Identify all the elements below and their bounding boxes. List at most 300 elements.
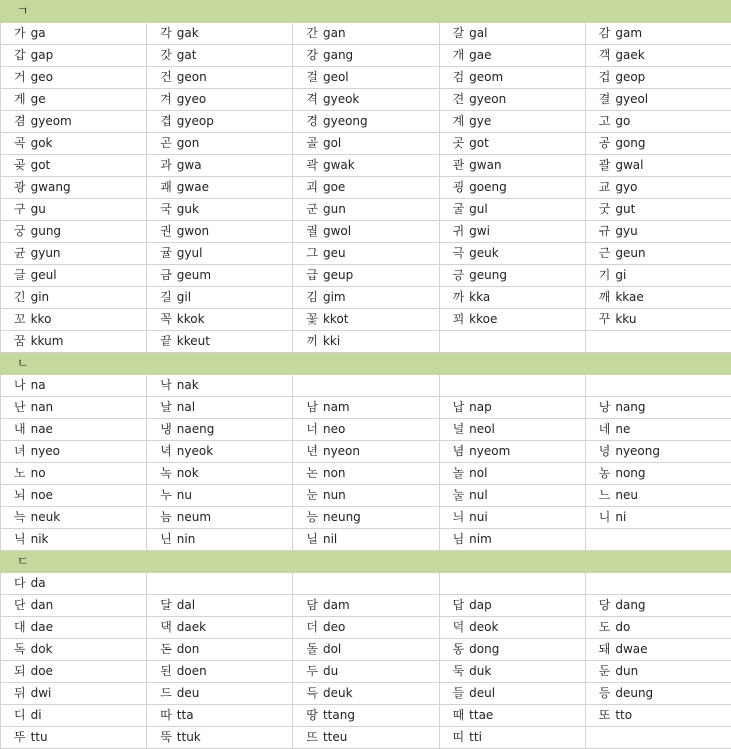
table-cell (1, 133, 147, 155)
table-cell (147, 507, 293, 529)
romanization: dong (469, 642, 500, 656)
table-cell (585, 463, 731, 485)
hangul-syllable: 난 (14, 400, 26, 414)
hangul-syllable: 기 (598, 268, 611, 282)
romanization: doen (176, 664, 207, 678)
romanization: nang (615, 400, 646, 414)
table-cell (293, 617, 439, 639)
table-cell (439, 639, 585, 661)
table-cell (293, 573, 439, 595)
table-cell (147, 617, 293, 639)
table-cell (439, 441, 585, 463)
table-cell (439, 375, 585, 397)
romanization: geum (176, 268, 212, 282)
table-cell (585, 485, 731, 507)
table-cell (147, 441, 293, 463)
hangul-syllable: 굉 (452, 180, 465, 194)
romanization: kkae (615, 290, 644, 304)
romanization: ga (30, 26, 46, 40)
table-cell (293, 419, 439, 441)
table-cell (1, 199, 147, 221)
table-cell (439, 23, 585, 45)
romanization: ne (615, 422, 631, 436)
table-cell (147, 485, 293, 507)
romanization: dol (322, 642, 342, 656)
section-header: ㄱ (1, 1, 731, 23)
table-row (1, 661, 731, 683)
section-header: ㄷ (1, 551, 731, 573)
romanization: nul (469, 488, 488, 502)
hangul-syllable: 도 (598, 620, 611, 634)
romanization: nim (469, 532, 492, 546)
hangul-syllable: 과 (160, 158, 172, 172)
hangul-syllable: 녀 (14, 444, 26, 458)
table-row (1, 727, 731, 749)
hangul-syllable: 공 (598, 136, 611, 150)
hangul-syllable: 깨 (598, 290, 611, 304)
romanization: nyeom (469, 444, 511, 458)
table-cell (147, 309, 293, 331)
hangul-syllable: 등 (598, 686, 611, 700)
romanization: nam (322, 400, 350, 414)
hangul-syllable: 덕 (452, 620, 465, 634)
romanization: gwak (322, 158, 355, 172)
romanization: gyun (30, 246, 61, 260)
table-cell (585, 397, 731, 419)
table-row (1, 199, 731, 221)
romanization: gi (615, 268, 627, 282)
table-cell (1, 177, 147, 199)
table-cell (439, 287, 585, 309)
romanization: neum (176, 510, 212, 524)
hangul-syllable: 드 (160, 686, 172, 700)
hangul-syllable: 둔 (598, 664, 611, 678)
table-cell (147, 133, 293, 155)
table-cell (585, 221, 731, 243)
table-row (1, 529, 731, 551)
hangul-syllable: 또 (598, 708, 611, 722)
hangul-syllable: 녹 (160, 466, 172, 480)
table-cell (585, 177, 731, 199)
table-cell (1, 727, 147, 749)
romanization: kkoe (469, 312, 498, 326)
hangul-syllable: 건 (160, 70, 172, 84)
romanization: neo (322, 422, 346, 436)
romanization: gwi (469, 224, 490, 238)
hangul-syllable: 굴 (452, 202, 465, 216)
table-cell (585, 375, 731, 397)
hangul-syllable: 개 (452, 48, 465, 62)
romanization: gap (30, 48, 54, 62)
romanization: non (322, 466, 346, 480)
romanization: gim (322, 290, 346, 304)
hangul-syllable: 곡 (14, 136, 26, 150)
table-cell (439, 331, 585, 353)
table-cell (585, 67, 731, 89)
romanization: nae (30, 422, 53, 436)
romanization: gyeok (322, 92, 360, 106)
hangul-syllable: 날 (160, 400, 172, 414)
romanization: geuk (469, 246, 499, 260)
romanization: geol (322, 70, 349, 84)
table-cell (293, 331, 439, 353)
table-cell (293, 441, 439, 463)
table-cell (439, 397, 585, 419)
table-row (1, 441, 731, 463)
table-cell (585, 727, 731, 749)
hangul-syllable: 닉 (14, 532, 26, 546)
table-cell (585, 705, 731, 727)
romanization: gwol (322, 224, 352, 238)
romanization: gyeo (176, 92, 207, 106)
romanization: deok (469, 620, 499, 634)
hangul-syllable: 극 (452, 246, 465, 260)
romanization: goe (322, 180, 346, 194)
table-row (1, 507, 731, 529)
hangul-syllable: 들 (452, 686, 465, 700)
table-cell (147, 45, 293, 67)
table-cell (293, 23, 439, 45)
hangul-syllable: 귀 (452, 224, 465, 238)
table-cell (439, 221, 585, 243)
romanization: gyeon (469, 92, 507, 106)
table-cell (293, 507, 439, 529)
hangul-syllable: 뜨 (306, 730, 318, 744)
hangul-syllable: 국 (160, 202, 172, 216)
romanization: ttang (322, 708, 355, 722)
table-cell (293, 177, 439, 199)
romanization: nil (322, 532, 338, 546)
hangul-syllable: 갈 (452, 26, 465, 40)
table-cell (147, 661, 293, 683)
table-cell (439, 463, 585, 485)
table-cell (147, 177, 293, 199)
romanization: tteu (322, 730, 348, 744)
romanization: geu (322, 246, 346, 260)
romanization: dwae (615, 642, 648, 656)
table-cell (439, 683, 585, 705)
romanization: dam (322, 598, 350, 612)
table-cell (1, 463, 147, 485)
hangul-syllable: 갓 (160, 48, 172, 62)
table-cell (293, 89, 439, 111)
table-cell (585, 661, 731, 683)
hangul-syllable: 놀 (452, 466, 465, 480)
table-row (1, 683, 731, 705)
table-cell (293, 287, 439, 309)
table-cell (1, 331, 147, 353)
table-cell (585, 265, 731, 287)
table-cell (1, 617, 147, 639)
hangul-syllable: 규 (598, 224, 611, 238)
table-cell (585, 573, 731, 595)
romanization: nin (176, 532, 196, 546)
romanization: kko (30, 312, 52, 326)
romanization: gon (176, 136, 200, 150)
hangul-syllable: 념 (452, 444, 465, 458)
hangul-syllable: 단 (14, 598, 26, 612)
hangul-syllable: 냉 (160, 422, 172, 436)
hangul-syllable: 교 (598, 180, 611, 194)
romanization: gyeom (30, 114, 72, 128)
hangul-syllable: 긴 (14, 290, 26, 304)
romanization: ttuk (176, 730, 201, 744)
table-cell (585, 287, 731, 309)
table-cell (147, 463, 293, 485)
hangul-syllable: 대 (14, 620, 26, 634)
table-cell (439, 111, 585, 133)
hangul-syllable: 고 (598, 114, 611, 128)
romanization: kki (322, 334, 341, 348)
romanization: gwang (30, 180, 71, 194)
romanization: gyeop (176, 114, 214, 128)
table-cell (293, 199, 439, 221)
romanization: di (30, 708, 42, 722)
romanization: gu (30, 202, 46, 216)
hangul-syllable: 급 (306, 268, 318, 282)
table-row (1, 617, 731, 639)
table-cell (1, 111, 147, 133)
hangul-syllable: 눌 (452, 488, 465, 502)
romanization: gae (469, 48, 492, 62)
table-cell (439, 177, 585, 199)
hangul-syllable: 겸 (14, 114, 26, 128)
table-cell (293, 529, 439, 551)
hangul-syllable: 그 (306, 246, 318, 260)
hangul-syllable: 당 (598, 598, 611, 612)
table-cell (1, 441, 147, 463)
table-row (1, 243, 731, 265)
romanization: ttae (469, 708, 494, 722)
table-cell (439, 309, 585, 331)
romanization: dae (30, 620, 53, 634)
romanization: tti (469, 730, 482, 744)
table-cell (293, 683, 439, 705)
table-cell (585, 683, 731, 705)
table-cell (147, 683, 293, 705)
table-cell (585, 441, 731, 463)
hangul-syllable: 곤 (160, 136, 172, 150)
table-cell (439, 485, 585, 507)
hangul-syllable: 느 (598, 488, 611, 502)
table-cell (293, 639, 439, 661)
table-cell (439, 419, 585, 441)
hangul-syllable: 꾸 (598, 312, 611, 326)
table-cell (1, 573, 147, 595)
hangul-syllable: 된 (160, 664, 172, 678)
romanization: dwi (30, 686, 52, 700)
romanization: tta (176, 708, 194, 722)
hangul-syllable: 귤 (160, 246, 172, 260)
table-cell (147, 375, 293, 397)
hangul-syllable: 겨 (160, 92, 172, 106)
romanization: geung (469, 268, 507, 282)
table-cell (585, 155, 731, 177)
hangul-syllable: 더 (306, 620, 318, 634)
hangul-syllable: 꿈 (14, 334, 26, 348)
romanization: gyu (615, 224, 638, 238)
romanization: dang (615, 598, 646, 612)
table-cell (585, 529, 731, 551)
hangul-syllable: 금 (160, 268, 172, 282)
hangul-syllable: 달 (160, 598, 172, 612)
romanization: neu (615, 488, 638, 502)
romanization: naeng (176, 422, 215, 436)
table-row (1, 111, 731, 133)
table-cell (147, 199, 293, 221)
hangul-syllable: 뒤 (14, 686, 26, 700)
hangul-syllable: 간 (306, 26, 318, 40)
romanization: nal (176, 400, 196, 414)
table-cell (585, 595, 731, 617)
hangul-syllable: 득 (306, 686, 318, 700)
table-cell (1, 23, 147, 45)
hangul-syllable: 돼 (598, 642, 611, 656)
hangul-syllable: 구 (14, 202, 26, 216)
romanization: nok (176, 466, 199, 480)
table-cell (439, 661, 585, 683)
romanization: gak (176, 26, 199, 40)
romanization: deul (469, 686, 496, 700)
hangul-syllable: 겁 (598, 70, 611, 84)
table-cell (585, 199, 731, 221)
romanization: kkok (176, 312, 205, 326)
hangul-syllable: 논 (306, 466, 318, 480)
table-cell (147, 155, 293, 177)
romanization: gun (322, 202, 346, 216)
table-cell (1, 485, 147, 507)
hangul-syllable: 댁 (160, 620, 172, 634)
romanization: dan (30, 598, 54, 612)
hangul-syllable: 강 (306, 48, 318, 62)
table-cell (439, 45, 585, 67)
table-row (1, 45, 731, 67)
table-cell (1, 243, 147, 265)
hangul-syllable: 권 (160, 224, 172, 238)
hangul-syllable: 각 (160, 26, 172, 40)
romanization: geun (615, 246, 646, 260)
hangul-syllable: 꽃 (306, 312, 318, 326)
table-row (1, 221, 731, 243)
table-row (1, 309, 731, 331)
table-row (1, 485, 731, 507)
romanization: no (30, 466, 46, 480)
hangul-syllable: 감 (598, 26, 611, 40)
hangul-syllable: 괄 (598, 158, 611, 172)
table-cell (147, 89, 293, 111)
hangul-syllable: 다 (14, 576, 26, 590)
table-cell (293, 45, 439, 67)
table-cell (1, 89, 147, 111)
table-row (1, 419, 731, 441)
romanization: gyeol (615, 92, 649, 106)
table-cell (585, 89, 731, 111)
hangul-syllable: 까 (452, 290, 465, 304)
table-cell (1, 639, 147, 661)
hangul-syllable: 답 (452, 598, 465, 612)
romanization: geul (30, 268, 57, 282)
romanization: nyeok (176, 444, 214, 458)
hangul-syllable: 님 (452, 532, 465, 546)
table-cell (147, 529, 293, 551)
hangul-syllable: 긍 (452, 268, 465, 282)
romanization: gam (615, 26, 643, 40)
hangul-syllable: 닐 (306, 532, 318, 546)
romanization: dun (615, 664, 639, 678)
table-row (1, 177, 731, 199)
table-cell (147, 243, 293, 265)
hangul-syllable: 디 (14, 708, 26, 722)
romanization: deu (176, 686, 200, 700)
romanization: dal (176, 598, 196, 612)
romanization: gin (30, 290, 50, 304)
table-cell (585, 111, 731, 133)
hangul-syllable: 담 (306, 598, 318, 612)
hangul-syllable: 독 (14, 642, 26, 656)
hangul-syllable: 끼 (306, 334, 318, 348)
table-cell (293, 595, 439, 617)
table-row (1, 639, 731, 661)
hangul-syllable: 농 (598, 466, 611, 480)
hangul-syllable: 갑 (14, 48, 26, 62)
hangul-syllable: 닌 (160, 532, 172, 546)
romanization: geo (30, 70, 53, 84)
table-row (1, 595, 731, 617)
romanization: geop (615, 70, 646, 84)
hangul-syllable: 띠 (452, 730, 465, 744)
romanization: gung (30, 224, 62, 238)
section-header-row (1, 551, 731, 573)
hangul-syllable: 가 (14, 26, 26, 40)
table-cell (293, 309, 439, 331)
table-cell (1, 595, 147, 617)
table-cell (439, 243, 585, 265)
hangul-syllable: 내 (14, 422, 26, 436)
romanization: nap (469, 400, 492, 414)
table-cell (585, 507, 731, 529)
table-row (1, 463, 731, 485)
table-cell (293, 727, 439, 749)
romanization: neung (322, 510, 361, 524)
romanization: gye (469, 114, 492, 128)
hangul-syllable: 널 (452, 422, 465, 436)
romanization: gwal (615, 158, 644, 172)
hangul-syllable: 곳 (452, 136, 465, 150)
hangul-syllable: 궁 (14, 224, 26, 238)
table-cell (1, 45, 147, 67)
hangul-syllable: 녁 (160, 444, 172, 458)
romanization: nyeon (322, 444, 361, 458)
hangul-syllable: 검 (452, 70, 465, 84)
romanization: don (176, 642, 200, 656)
hangul-syllable: 게 (14, 92, 26, 106)
hangul-syllable: 균 (14, 246, 26, 260)
table-cell (293, 221, 439, 243)
table-cell (1, 419, 147, 441)
romanization: na (30, 378, 46, 392)
romanization: kkeut (176, 334, 210, 348)
table-cell (439, 573, 585, 595)
hangul-syllable: 끝 (160, 334, 172, 348)
hangul-syllable: 궐 (306, 224, 318, 238)
romanization: neol (469, 422, 495, 436)
table-row (1, 89, 731, 111)
table-cell (293, 705, 439, 727)
section-header: ㄴ (1, 353, 731, 375)
romanization: gyo (615, 180, 638, 194)
hangul-syllable: 군 (306, 202, 318, 216)
romanization: gyeong (322, 114, 368, 128)
